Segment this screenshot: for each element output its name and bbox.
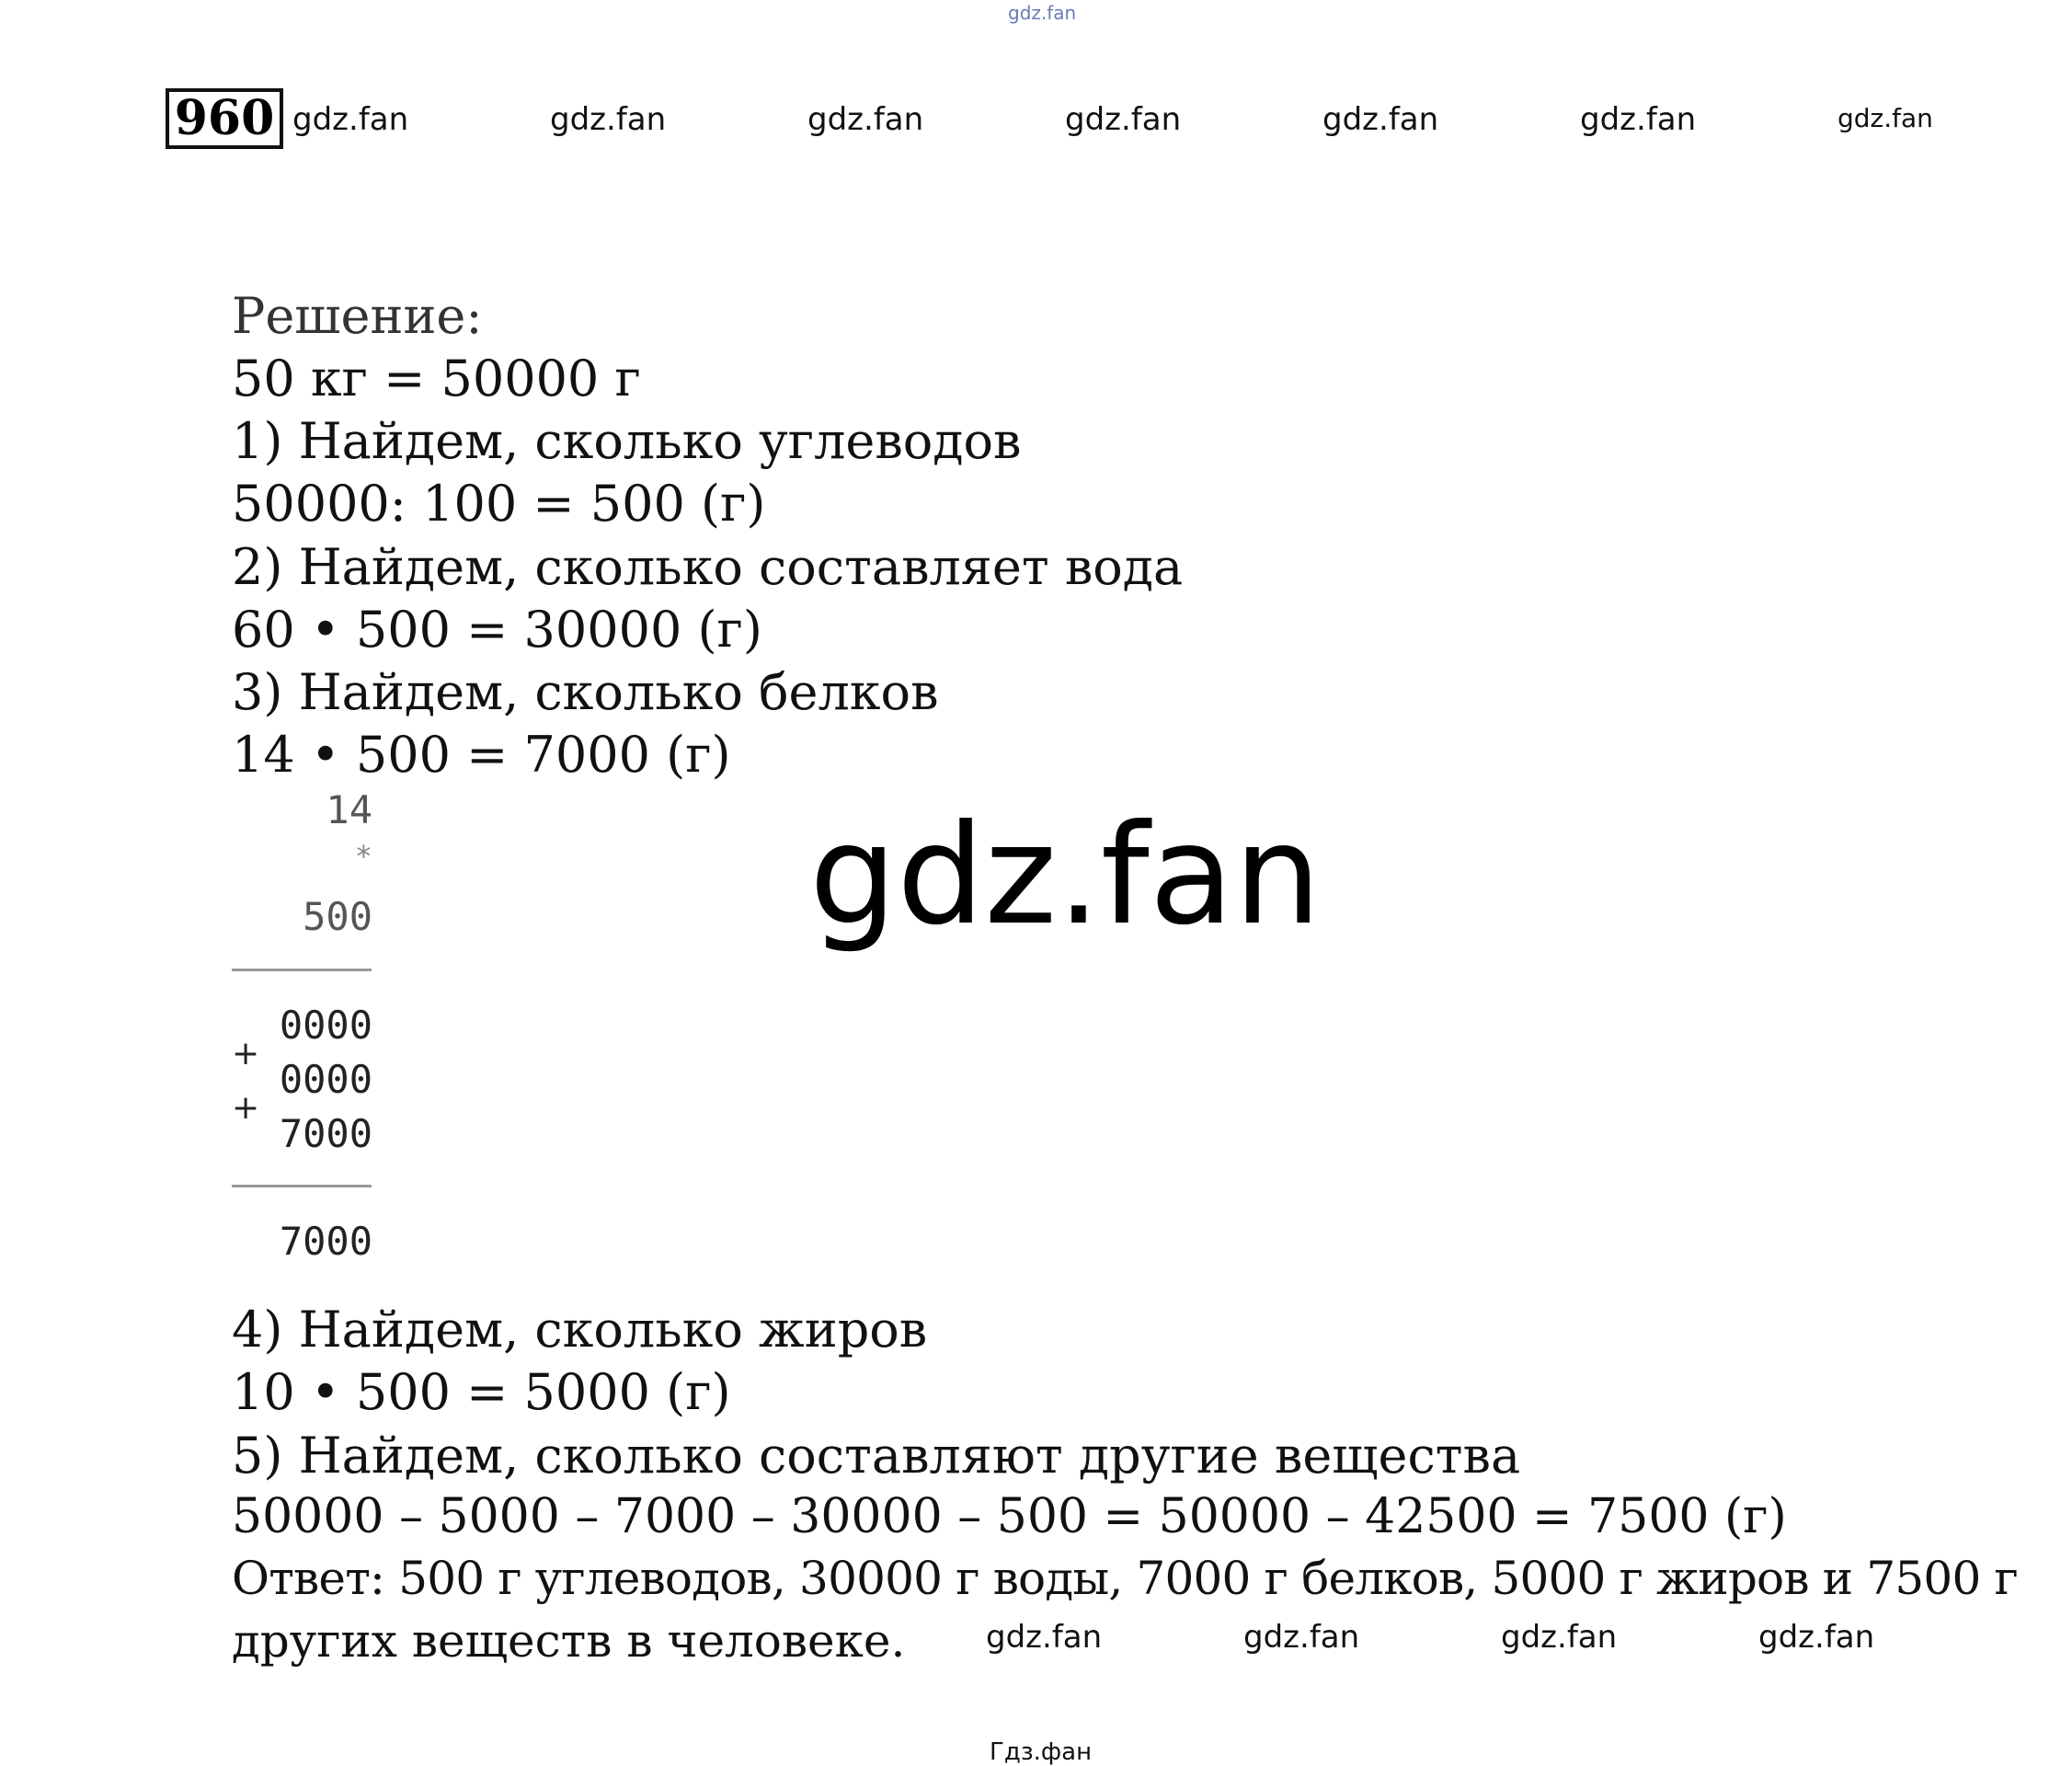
answer-line: Ответ: 500 г углеводов, 30000 г воды, 7000 г белков, 5000 г жиров и 7500 г: [232, 1552, 2018, 1605]
header-watermark: gdz.fan: [1065, 101, 1182, 138]
answer-line: других веществ в человеке.: [232, 1614, 906, 1668]
calc-partial: 0000: [279, 1057, 372, 1102]
top-watermark: gdz.fan: [1008, 2, 1077, 24]
solution-line: 5) Найдем, сколько составляют другие вещества: [232, 1427, 1521, 1485]
bottom-watermark: gdz.fan: [1501, 1619, 1618, 1656]
solution-line: 1) Найдем, сколько углеводов: [232, 412, 1022, 470]
center-watermark: gdz.fan: [809, 796, 1322, 956]
solution-line: 10 • 500 = 5000 (г): [232, 1363, 731, 1421]
calc-multiplicand: 14: [326, 787, 372, 832]
calc-multiplier: 500: [303, 894, 372, 939]
solution-heading: Решение:: [232, 287, 483, 345]
footer-watermark: Гдз.фан: [990, 1738, 1093, 1766]
calc-plus: +: [232, 1035, 260, 1072]
calc-divider: [232, 969, 372, 971]
calc-partial: 7000: [279, 1111, 372, 1156]
calc-operator: *: [354, 839, 372, 874]
solution-line: 2) Найдем, сколько составляет вода: [232, 538, 1184, 596]
header-watermark: gdz.fan: [1322, 101, 1439, 138]
solution-line: 50000: 100 = 500 (г): [232, 475, 766, 533]
header-watermark: gdz.fan: [550, 101, 667, 138]
bottom-watermark: gdz.fan: [1758, 1619, 1875, 1656]
solution-line: 14 • 500 = 7000 (г): [232, 726, 731, 784]
calc-divider: [232, 1185, 372, 1187]
header-watermark: gdz.fan: [1837, 103, 1933, 133]
solution-line: 3) Найдем, сколько белков: [232, 663, 939, 721]
bottom-watermark: gdz.fan: [986, 1619, 1103, 1656]
header-watermark: gdz.fan: [1580, 101, 1697, 138]
header-watermark: gdz.fan: [292, 101, 409, 138]
solution-line: 4) Найдем, сколько жиров: [232, 1301, 928, 1359]
solution-line: 50 кг = 50000 г: [232, 350, 641, 407]
solution-line: 60 • 500 = 30000 (г): [232, 601, 762, 659]
calc-plus: +: [232, 1089, 260, 1127]
header-watermark: gdz.fan: [807, 101, 924, 138]
task-number: 960: [166, 88, 283, 149]
bottom-watermark: gdz.fan: [1243, 1619, 1360, 1656]
solution-line: 50000 – 5000 – 7000 – 30000 – 500 = 50000 – 42500 = 7500 (г): [232, 1489, 1787, 1544]
calc-partial: 0000: [279, 1003, 372, 1048]
calc-result: 7000: [279, 1219, 372, 1264]
